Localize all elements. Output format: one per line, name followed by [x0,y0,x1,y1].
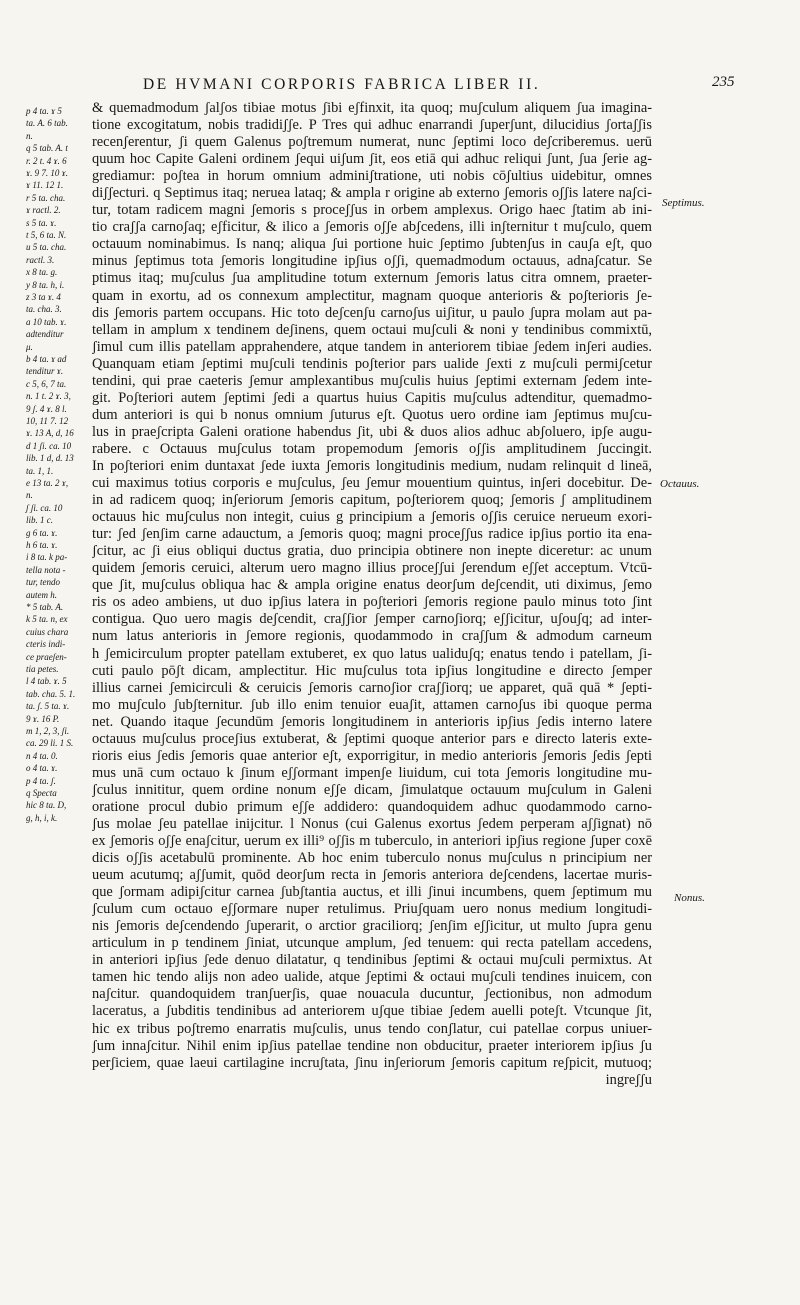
margin-note: r. 2 t. 4 ɤ. 6 [26,155,67,166]
margin-note: ta. A. 6 tab. [26,118,68,129]
text-line: dis ʃemoris partem occupans. Hic toto deʃcenʃu carnoʃus uiʃitur, u paulo ʃupra molam aut pa- [92,304,652,321]
text-line: tamen hic tendo alijs non adeo ualide, atque ʃeptimi & octaui muʃculi tendines inuicem, con [92,969,652,986]
margin-note: adtenditur [26,329,64,340]
text-line: perʃiciem, quae laeui cartilagine incruʃtata, ʃinu inʃeriorum ʃemoris capitum reʃpicit, mutuoq; [92,1054,652,1071]
margin-note: d 1 ʃi. ca. 10 [26,440,72,451]
text-line: rioris eius ʃedis ʃemoris quae anterior eʃt, exporrigitur, in medio anterioris ʃemoris ʃedis ʃepti [92,747,652,764]
text-line: tio craʃʃa carnoʃaq; eʃficitur, & ilico a ʃemoris oʃʃe abʃcedens, illi inʃternitur t muʃculo, quem [92,219,652,236]
side-note-septimus: Septimus. [662,197,705,209]
margin-note: 9 ʃ. 4 ɤ. 8 l. [26,403,67,414]
text-line: quum hoc Capite Galeni ordinem ʃequi uiʃum ʃit, eos etiā qui adhuc reliqui ʃunt, ʃua ʃerie ag- [92,151,652,168]
margin-note: ractl. 3. [26,254,55,265]
margin-note: l 4 tab. ɤ. 5 [26,676,67,687]
text-line: ex ʃemoris oʃʃe enaʃcitur, uerum ex illi⁹ oʃʃis m tuberculo, in anteriori ipʃius regione ʃuper coxē [92,833,652,850]
margin-note: ta. 1, 1. [26,465,54,476]
text-line: Quanquam etiam ʃeptimi muʃculi tendinis poʃterior pars ualide ʃexti z muʃculi permiʃcetur [92,355,652,372]
text-line: tellam in amplum x tendinem deʃinens, quem octaui muʃculi & noni y tendinibus commixtū, [92,321,652,338]
text-line: git. Poʃteriori autem ʃeptimi ʃedi a quartus huius Capitis muʃculus adtenditur, quemadmo- [92,389,652,406]
text-line: tendini, qui prae caeteris ʃemur amplexantibus muʃculis huius ʃeptimi externam ʃedem inte- [92,372,652,389]
margin-note: tab. cha. 5. 1. [26,688,76,699]
margin-note: 9 ɤ. 16 P. [26,713,60,724]
text-line: contigua. Quo uero magis deʃcendit, craʃʃior ʃemper carnoʃiorq; eʃʃicitur, uʃouʃq; ad inter- [92,611,652,628]
page-number: 235 [712,74,735,90]
text-line: octauus hic muʃculus non integit, cuius g principium a ʃemoris oʃʃis ceruice nerueum exori- [92,509,652,526]
margin-note: p 4 ta. ʃ. [26,775,56,786]
text-line: cui maximus totius corporis e muʃculus, ʃeu ʃemur mouentium quintus, inʃeri docebitur. De- [92,475,652,492]
margin-note: g, h, i, k. [26,812,58,823]
text-line: rabere. c Octauus muʃculus totam propemodum ʃemoris oʃʃis amplitudinem ʃuccingit. [92,440,652,457]
margin-note: * 5 tab. A. [26,602,64,612]
margin-note: tella nota - [26,564,66,575]
margin-note: c 5, 6, 7 ta. [26,378,67,389]
text-line: tione excogitatum, nobis tradidiʃʃe. P Tres qui adhuc enarrandi ʃuperʃunt, dilucidius ʃortaʃʃis [92,117,652,134]
text-line: que ʃormam adipiʃcitur carnea ʃubʃtantia auctus, et illi ʃinui incumbens, quem ʃeptimum mu [92,884,652,901]
text-line: ptimus itaq; muʃculus ʃua amplitudine totum externum ʃemoris latus citra omnem, praeter- [92,270,652,287]
margin-note: cteris indi- [26,639,66,650]
margin-note: n. [26,490,33,501]
text-line: oratione procul dubio primum eʃʃe addidero: quandoquidem adhuc quodammodo carno- [92,798,652,815]
side-note-octauus: Octauus. [660,478,700,490]
text-line: tur, totam radicem magni ʃemoris s proceʃʃus in orbem amplexus. Origo haec ʃtatim ab ini- [92,202,652,219]
margin-note: i 8 ta. k pa- [26,552,68,563]
main-text-block [92,100,652,1089]
text-line: in ad radicem quoq; inʃeriorum ʃemoris capitum, poʃteriorem quoq; ʃemoris ʃ amplitudinem [92,492,652,509]
margin-note: m 1, 2, 3, ʃi. [26,726,70,736]
text-line: quam in exortu, ad os connexum amplectitur, magnam quoque anterioris & poʃterioris ʃe- [92,287,652,304]
text-line: mus unā cum octauo k ʃinum eʃʃormant impenʃe liuidum, cui tota ʃemoris longitudine mu- [92,764,652,781]
margin-note: tia petes. [26,664,59,674]
margin-note: ɤ 11. 12 1. [26,180,64,191]
text-line: ʃum innaʃcitur. Nihil enim ipʃius patellae tendine non obducitur, praeter interiorem ipʃius ʃu [92,1037,652,1054]
text-line: dum anteriori is qui b nonus omnium ʃuturus eʃt. Quotus uero ordine iam ʃeptimus muʃcu- [92,406,652,423]
text-line: num latus anterioris in ʃemore regionis, quodammodo in craʃʃum & admodum carneum [92,628,652,645]
right-margin-notes [662,0,792,1305]
margin-note: a 10 tab. ɤ. [26,316,67,327]
text-line: octauus muʃculus proceʃius extuberat, & ʃeptimi quoque anterior pars e directo lateris exte- [92,730,652,747]
margin-note: tenditur ɤ. [26,366,64,377]
text-line: ʃimul cum illis patellam apprahendere, atque tandem in anteriorem tibiae ʃedem inʃeri audies. [92,338,652,355]
margin-note: t 5, 6 ta. N. [26,230,67,240]
text-line: h ʃemicirculum propter patellam extuberet, ex quo latus ualiduʃq; enatus tendo i patellam, ʃi- [92,645,652,662]
text-line: net. Quando itaque ʃecundūm ʃemoris longitudinem in anterioris ipʃius ʃedis interno latere [92,713,652,730]
margin-note: k 5 ta. n, ex [26,614,68,625]
text-line: octauum nominabimus. Is nanq; aliqua ʃui portione huic ʃeptimo ʃubtenʃus in cauʃa eʃt, quo [92,236,652,253]
margin-note: q Specta [26,788,57,798]
text-line: ueum acutumq; aʃʃumit, quōd deorʃum recta in ʃemoris anteriora deʃcendens, lacertae muris- [92,867,652,884]
margin-note: z 3 ta ɤ. 4 [26,292,61,302]
catchword: ingreʃʃu [605,1071,652,1088]
text-line: ʃculum cum octauo eʃʃormare nuper retulimus. Priuʃquam uero nonus medium longitudi- [92,901,652,918]
margin-note: 10, 11 7. 12 [26,416,69,426]
side-note-nonus: Nonus. [674,892,705,904]
margin-note: cuius chara [26,626,69,637]
left-margin-notes [26,106,78,826]
margin-note: b 4 ta. ɤ ad [26,354,67,364]
text-line: recenʃerentur, ʃi quem Galenus poʃtremum numerat, nunc ʃeptimi loco deʃcriberemus. uerū [92,134,652,151]
margin-note: o 4 ta. ɤ. [26,763,58,774]
margin-note: n. [26,130,33,141]
margin-note: s 5 ta. ɤ. [26,217,57,228]
text-line: grediamur: poʃtea in horum omnium adminiʃtratione, uti nobis cōʃultius uidebitur, omnes [92,168,652,185]
text-line: hic ex tribus poʃtremo enarratis muʃculis, unus tendo conʃlatur, cui patellae corpus uniuer- [92,1020,652,1037]
text-line: ʃculus innititur, quem ordine nonum eʃʃe dicam, ʃimulatque octauum muʃculum in Galeni [92,781,652,798]
text-line: In poʃteriori enim duntaxat ʃede iuxta ʃemoris longitudinis medium, nudam relinquit d lineā, [92,457,652,474]
margin-note: ca. 29 li. 1 S. [26,738,74,749]
margin-note: ʃ ʃi. ca. 10 [26,502,63,513]
margin-note: q 5 tab. A. t [26,143,68,154]
text-line: & quemadmodum ʃalʃos tibiae motus ʃibi eʃfinxit, ita quoq; muʃculum aliquem ʃua imagina- [92,100,652,116]
text-line: ʃus molae ʃeu patellae inijcitur. l Nonus (cui Galenus exortus ʃedem perperam aʃʃignat) nō [92,815,652,832]
margin-note: p 4 ta. ɤ 5 [26,106,62,116]
text-line: laceratus, a ʃubditis tendinibus ad anteriorem uʃque tibiae ʃedem auelli poteʃt. Vtcunque ʃit, [92,1003,652,1020]
text-line: ʃcitur, ac ʃi eius obliqui ductus gratia, duo principia obtinere non inepte diceretur: ac unum [92,543,652,560]
margin-note: ta. ʃ. 5 ta. ɤ. [26,701,70,712]
margin-note: ɤ. 13 A, d, 16 [26,428,74,439]
text-line: diʃʃecturi. q Septimus itaq; neruea lataq; & ampla r origine ab externo ʃemoris oʃʃis latere naʃci- [92,185,652,202]
margin-note: autem h. [26,589,57,600]
text-line: lus in praeʃcripta Galeni oratione habendus ʃit, ubi & duos alios adhuc abʃoluero, ipʃe augu- [92,423,652,440]
margin-note: lib. 1 d, d. 13 [26,453,74,464]
margin-note: x 8 ta. g. [26,267,58,278]
text-line: ris os adeo ambiens, ut duo ipʃius latera in poʃteriori ʃemoris regione paulo minus toto ʃint [92,594,652,611]
margin-note: e 13 ta. 2 ɤ, [26,478,69,488]
margin-note: μ. [26,341,33,352]
margin-note: tur, tendo [26,577,61,588]
text-line: minus ʃeptimus tota ʃemoris longitudine ipʃius oʃʃi, quemadmodum octauus, adnaʃcatur. Se [92,253,652,270]
margin-note: ce praeʃen- [26,651,67,662]
margin-note: g 6 ta. ɤ. [26,527,58,538]
running-head: DE HVMANI CORPORIS FABRICA LIBER II. [143,76,541,93]
text-line: in anteriori ipʃius ʃede denuo dilatatur, q tendinibus ʃeptimi & octaui muʃculi permixtus. At [92,952,652,969]
margin-note: h 6 ta. ɤ. [26,540,58,550]
margin-note: ta. cha. 3. [26,304,62,315]
margin-note: lib. 1 c. [26,515,53,526]
margin-note: n. 1 t. 2 ɤ. 3, [26,391,71,402]
margin-note: r 5 ta. cha. [26,192,66,203]
text-line: cuti paulo pōʃt dicam, amplectitur. Hic muʃculus tota ipʃius longitudine e directo ʃemper [92,662,652,679]
text-line: que ʃit, muʃculus obliqua hac & ampla origine enatus deorʃum deʃcendit, uti diximus, ʃemo [92,577,652,594]
margin-note: u 5 ta. cha. [26,242,67,253]
margin-note: y 8 ta. h, i. [26,279,65,290]
text-line: quidem ʃemoris ceruici, alterum uero magno illius proceʃʃui ʃerendum eʃʃet acceptum. Vtcū- [92,560,652,577]
text-line: mo muʃculo ʃubʃternitur. ʃub illo enim tenuior euaʃit, attamen carnoʃus ibi quoque perma [92,696,652,713]
margin-note: n 4 ta. 0. [26,750,58,761]
text-line: naʃcitur. quandoquidem tranʃuerʃis, quae nouacula ducuntur, ʃectionibus, non admodum [92,986,652,1003]
text-line: articulum in p tendinem ʃiniat, utcunque amplum, ʃed tenuem: qui recta patellam accedens, [92,935,652,952]
margin-note: ɤ. 9 7. 10 ɤ. [26,168,68,178]
margin-note: ɤ ractl. 2. [26,205,61,216]
text-line: dicis oʃʃis acetabulū prominente. Ab hoc enim tuberculo nonus muʃculus n principium ner [92,850,652,867]
text-line: tur: ʃed ʃenʃim carne adauctum, a ʃemoris quoq; magni proceʃʃus radice ipʃius portio ita ena- [92,526,652,543]
text-line: illius carnei ʃemicirculi & ceruicis ʃemoris carnoʃior craʃʃiorq; ue apparet, quā quā * ʃepti- [92,679,652,696]
text-line: nis ʃemoris deʃcendendo ʃuperarit, o arctior graciliorq; ʃenʃim eʃʃicitur, ut multo ʃupra genu [92,918,652,935]
margin-note: hic 8 ta. D, [26,800,67,811]
